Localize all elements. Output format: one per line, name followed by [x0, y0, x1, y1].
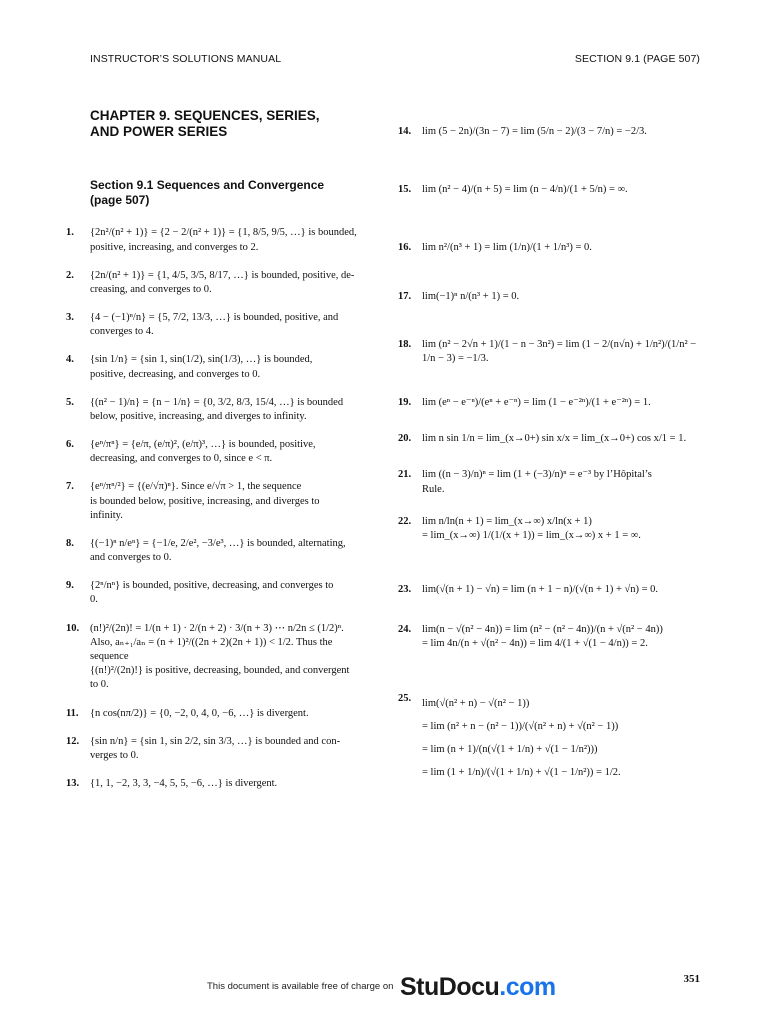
problem-number: 23. [398, 584, 412, 596]
problem-text: lim (n² − 2√n + 1)/(1 − n − 3n²) = lim (1 − 2/(n√n) + 1/n²)/(1/n² − 1/n − 3) = −1/3. [422, 338, 697, 364]
problem-number: 4. [66, 354, 74, 366]
problem-number: 11. [66, 707, 79, 719]
logo-text-main: StuDocu [400, 973, 500, 1001]
left-problem-list [66, 226, 366, 791]
problem-text: lim (eⁿ − e⁻ⁿ)/(eⁿ + e⁻ⁿ) = lim (1 − e⁻²ⁿ)/(1 + e⁻²ⁿ) = 1. [422, 397, 651, 409]
problem-text: {4 − (−1)ⁿ/n} = {5, 7/2, 13/3, …} is bounded, positive, and converges to 4. [90, 312, 339, 338]
running-header-right: SECTION 9.1 (PAGE 507) [574, 53, 700, 65]
problem-number: 1. [66, 227, 74, 239]
problem-number: 16. [398, 242, 412, 254]
problem-number: 5. [66, 396, 74, 408]
problem-number: 9. [66, 580, 74, 592]
problem-number: 6. [66, 439, 74, 451]
problem-number: 17. [398, 290, 412, 302]
section-title: Section 9.1 Sequences and Convergence (page 507) [90, 178, 325, 208]
problem-25 [398, 692, 708, 784]
problem-number: 7. [66, 481, 74, 493]
problem-number: 22. [398, 515, 412, 527]
footer-availability-note: This document is available free of charge on [207, 981, 394, 992]
problem-20 [398, 432, 708, 446]
problem-15 [398, 183, 708, 197]
problem-text: {eⁿ/πⁿ} = {e/π, (e/π)², (e/π)³, …} is bounded, positive, decreasing, and converges to 0, since e < π. [90, 439, 316, 465]
problem-1 [66, 226, 366, 254]
problem-text: {2ⁿ/nⁿ} is bounded, positive, decreasing, and converges to 0. [90, 580, 334, 606]
problem-text: {sin 1/n} = {sin 1, sin(1/2), sin(1/3), …} is bounded, positive, decreasing, and converges to 0. [90, 354, 313, 380]
problem-12 [66, 735, 366, 763]
problem-7 [66, 480, 366, 523]
problem-number: 19. [398, 397, 412, 409]
page-number: 351 [683, 973, 700, 985]
left-column [66, 108, 366, 791]
problem-text: lim n²/(n³ + 1) = lim (1/n)/(1 + 1/n³) = 0. [422, 242, 592, 254]
problem-text: lim(√(n² + n) − √(n² − 1)) = lim (n² + n − (n² − 1))/(√(n² + n) + √(n² − 1)) = lim (n + 1)/(n(√(1 + 1/n) + √(1 − 1/n²))) = lim (1 + 1/n)/(√(1 + 1/n) + √(1 − 1/n²)) = 1/2. [422, 697, 621, 778]
problem-11 [66, 707, 366, 721]
problem-8 [66, 537, 366, 565]
problem-text: {n cos(nπ/2)} = {0, −2, 0, 4, 0, −6, …} is divergent. [90, 707, 309, 719]
problem-text: lim (5 − 2n)/(3n − 7) = lim (5/n − 2)/(3 − 7/n) = −2/3. [422, 126, 647, 137]
problem-10 [66, 622, 366, 693]
chapter-title: CHAPTER 9. SEQUENCES, SERIES, AND POWER SERIES [90, 108, 320, 140]
right-column [398, 105, 708, 784]
problem-text: {(n² − 1)/n} = {n − 1/n} = {0, 3/2, 8/3, 15/4, …} is bounded below, positive, increasing, and diverges to infinity. [90, 396, 344, 422]
problem-text: {1, 1, −2, 3, 3, −4, 5, 5, −6, …} is divergent. [90, 778, 278, 790]
problem-number: 13. [66, 778, 80, 790]
problem-text: (n!)²/(2n)! = 1/(n + 1) · 2/(n + 2) · 3/(n + 3) ⋯ n/2n ≤ (1/2)ⁿ. Also, aₙ₊₁/aₙ = (n + 1)²/((2n + 2)(2n + 1)) < 1/2. Thus the sequence {(n!)²/(2n)!} is positive, decreasing, bounded, and convergent to 0. [90, 622, 350, 691]
problem-number: 21. [398, 469, 412, 481]
problem-text: {2n/(n² + 1)} = {1, 4/5, 3/5, 8/17, …} is bounded, positive, de- creasing, and converges to 0. [90, 269, 355, 295]
problem-text: lim(−1)ⁿ n/(n³ + 1) = 0. [422, 290, 520, 302]
problem-24 [398, 623, 708, 651]
problem-16 [398, 241, 708, 255]
problem-number: 12. [66, 735, 80, 747]
problem-number: 18. [398, 338, 412, 350]
logo-text-domain: .com [499, 973, 556, 1001]
studocu-logo[interactable] [400, 971, 556, 1005]
problem-6 [66, 438, 366, 466]
problem-22 [398, 515, 708, 543]
problem-19 [398, 396, 708, 410]
problem-text: {eⁿ/πⁿ/²} = {(e/√π)ⁿ}. Since e/√π > 1, the sequence is bounded below, positive, increasing, and diverges to infinity. [90, 481, 320, 521]
problem-number: 15. [398, 184, 412, 196]
problem-number: 25. [398, 692, 412, 704]
problem-18 [398, 338, 708, 366]
problem-21 [398, 468, 708, 496]
problem-17 [398, 290, 708, 304]
problem-14 [398, 125, 708, 139]
problem-number: 20. [398, 433, 412, 445]
problem-text: {2n²/(n² + 1)} = {2 − 2/(n² + 1)} = {1, 8/5, 9/5, …} is bounded, positive, increasing, and converges to 2. [90, 227, 357, 253]
problem-text: lim (n² − 4)/(n + 5) = lim (n − 4/n)/(1 + 5/n) = ∞. [422, 184, 628, 196]
problem-23 [398, 583, 708, 597]
running-header-left: INSTRUCTOR’S SOLUTIONS MANUAL [90, 53, 282, 65]
problem-text: {(−1)ⁿ n/eⁿ} = {−1/e, 2/e², −3/e³, …} is bounded, alternating, and converges to 0. [90, 537, 346, 564]
problem-number: 24. [398, 624, 412, 636]
problem-text: lim(√(n + 1) − √n) = lim (n + 1 − n)/(√(n + 1) + √n) = 0. [422, 584, 659, 596]
problem-number: 10. [66, 622, 80, 634]
problem-number: 14. [398, 126, 412, 137]
problem-2 [66, 269, 366, 297]
problem-9 [66, 579, 366, 607]
problem-number: 2. [66, 269, 74, 281]
problem-4 [66, 353, 366, 381]
problem-text: lim n sin 1/n = lim_(x→0+) sin x/x = lim_(x→0+) cos x/1 = 1. [422, 433, 687, 445]
problem-5 [66, 396, 366, 424]
problem-number: 3. [66, 312, 74, 324]
problem-text: {sin n/n} = {sin 1, sin 2/2, sin 3/3, …} is bounded and con- verges to 0. [90, 735, 341, 761]
problem-text: lim(n − √(n² − 4n)) = lim (n² − (n² − 4n))/(n + √(n² − 4n)) = lim 4n/(n + √(n² − 4n)) = lim 4/(1 + √(1 − 4/n)) = 2. [422, 624, 663, 650]
problem-text: lim n/ln(n + 1) = lim_(x→∞) x/ln(x + 1) = lim_(x→∞) 1/(1/(x + 1)) = lim_(x→∞) x + 1 = ∞. [422, 515, 641, 541]
problem-13 [66, 777, 366, 791]
problem-text: lim ((n − 3)/n)ⁿ = lim (1 + (−3)/n)ⁿ = e⁻³ by l’Hôpital’s Rule. [422, 469, 652, 495]
problem-number: 8. [66, 537, 74, 549]
problem-3 [66, 311, 366, 339]
